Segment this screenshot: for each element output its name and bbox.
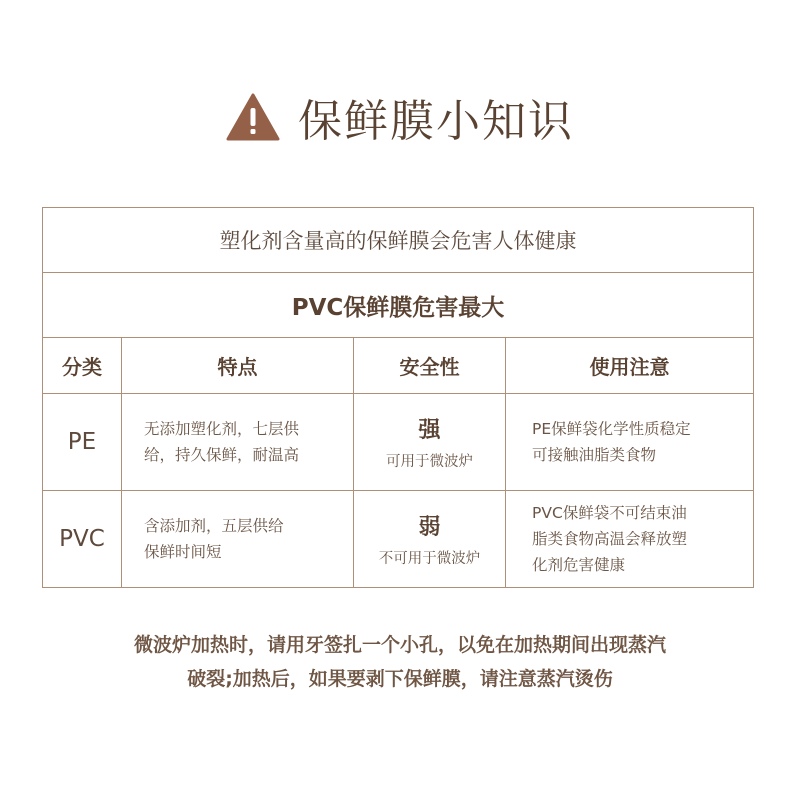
table-headline: PVC保鲜膜危害最大 [43,273,754,338]
row-name: PVC [43,491,122,588]
note-line: 微波炉加热时，请用牙签扎一个小孔，以免在加热期间出现蒸汽 [133,634,666,656]
usage-line: 可接触油脂类食物 [532,446,657,464]
safety-level: 弱 [418,515,441,540]
row-safety [354,394,506,491]
features-line: 给，持久保鲜，耐温高 [144,446,300,464]
row-usage [506,394,754,491]
footer-note [0,628,800,696]
column-header-row [43,338,754,394]
table-row-pvc [43,491,754,588]
safety-note: 不可用于微波炉 [378,551,481,567]
column-header-category: 分类 [43,338,122,394]
column-header-safety: 安全性 [354,338,506,394]
table-subtitle: 塑化剂含量高的保鲜膜会危害人体健康 [43,208,754,273]
row-features [122,394,354,491]
column-header-features: 特点 [122,338,354,394]
safety-level: 强 [418,418,441,443]
usage-line: PE保鲜袋化学性质稳定 [532,420,691,438]
features-line: 无添加塑化剂，七层供 [144,420,300,438]
usage-line: PVC保鲜袋不可结束油 [532,504,687,522]
column-header-usage: 使用注意 [506,338,754,394]
features-line: 保鲜时间短 [144,543,222,561]
row-features [122,491,354,588]
page-header [0,82,800,152]
safety-note: 可用于微波炉 [386,454,473,470]
usage-line: 化剂危害健康 [532,556,626,574]
warning-icon [226,93,280,141]
usage-line: 脂类食物高温会释放塑 [532,530,688,548]
table-row-pe [43,394,754,491]
info-table [42,207,754,588]
row-safety [354,491,506,588]
headline-row [43,273,754,338]
page-title: 保鲜膜小知识 [298,96,574,147]
row-usage [506,491,754,588]
features-line: 含添加剂，五层供给 [144,517,284,535]
subtitle-row [43,208,754,273]
row-name: PE [43,394,122,491]
note-line: 破裂;加热后，如果要剥下保鲜膜，请注意蒸汽烫伤 [187,668,613,690]
